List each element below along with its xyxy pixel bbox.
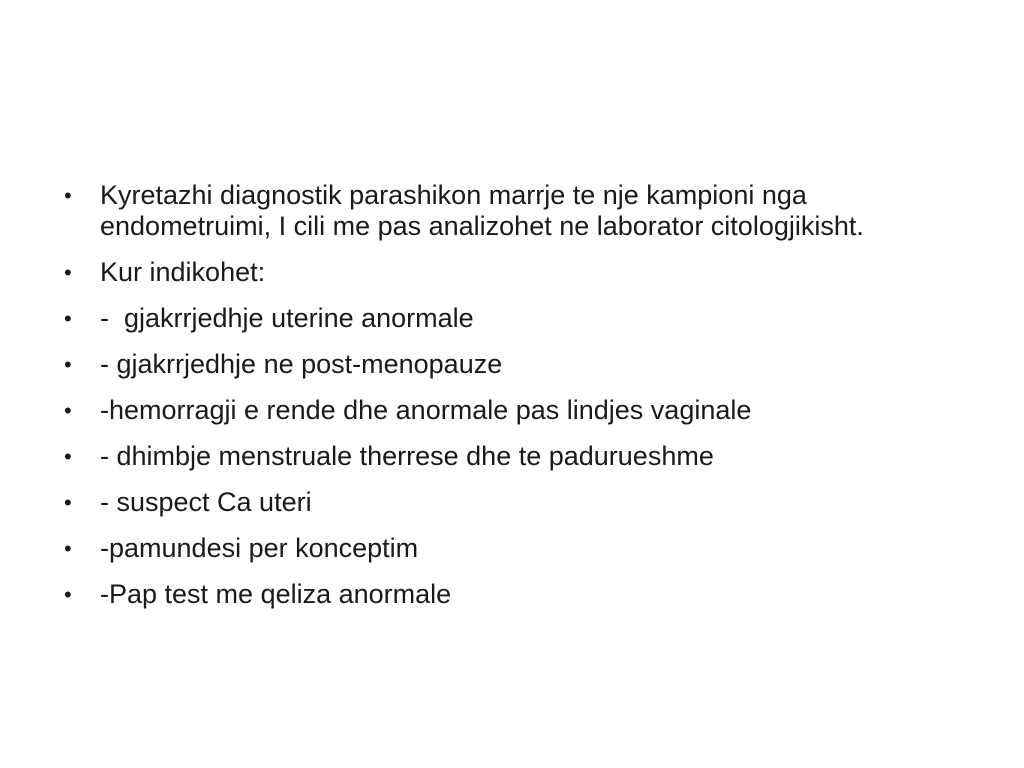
bullet-item <box>62 180 962 242</box>
bullet-item <box>62 533 962 564</box>
bullet-item <box>62 349 962 380</box>
bullet-item <box>62 579 962 610</box>
bullet-text: - gjakrrjedhje ne post-menopauze <box>100 349 503 379</box>
bullet-text: -pamundesi per konceptim <box>100 533 419 563</box>
bullet-icon: • <box>64 536 72 561</box>
bullet-list <box>62 180 962 625</box>
bullet-text: -Pap test me qeliza anormale <box>100 579 452 609</box>
bullet-text: - suspect Ca uteri <box>100 487 312 517</box>
bullet-icon: • <box>64 260 72 285</box>
bullet-text: Kur indikohet: <box>100 257 266 287</box>
bullet-text: Kyretazhi diagnostik parashikon marrje te nje kampioni nga endometruimi, I cili me pas analizohet ne laborator citologjikisht. <box>100 180 864 241</box>
bullet-text: - gjakrrjedhje uterine anormale <box>100 303 474 333</box>
bullet-icon: • <box>64 490 72 515</box>
bullet-icon: • <box>64 444 72 469</box>
bullet-icon: • <box>64 183 72 208</box>
bullet-icon: • <box>64 306 72 331</box>
bullet-item <box>62 303 962 334</box>
bullet-item <box>62 257 962 288</box>
bullet-item <box>62 395 962 426</box>
bullet-item <box>62 441 962 472</box>
bullet-item <box>62 487 962 518</box>
bullet-icon: • <box>64 398 72 423</box>
bullet-text: -hemorragji e rende dhe anormale pas lindjes vaginale <box>100 395 752 425</box>
bullet-text: - dhimbje menstruale therrese dhe te padurueshme <box>100 441 714 471</box>
bullet-icon: • <box>64 582 72 607</box>
bullet-icon: • <box>64 352 72 377</box>
